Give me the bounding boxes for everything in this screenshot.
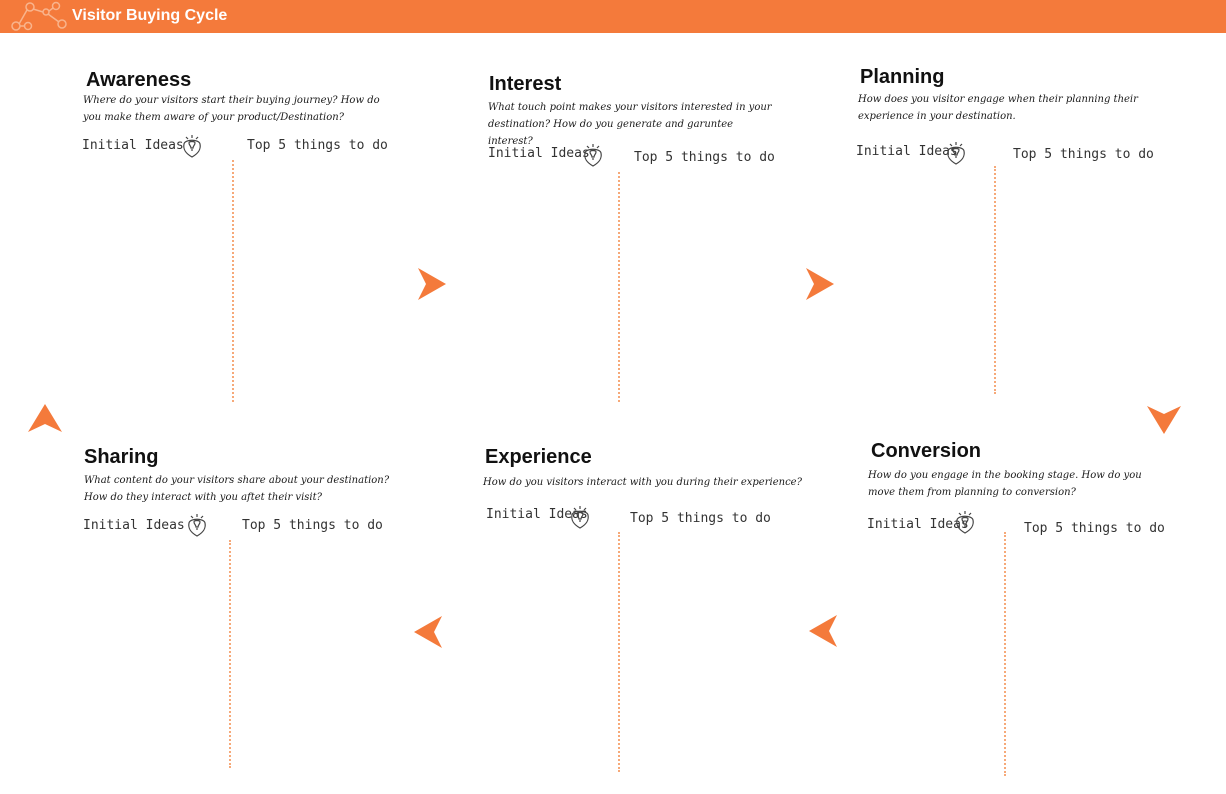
arrow-down-icon [1147,405,1181,435]
arrow-right-icon [805,268,835,300]
stage-question: How do you visitors interact with you during their experience? [483,477,802,488]
initial-ideas-label: Initial Ideas [83,518,185,533]
header-bar [0,0,1226,33]
lightbulb-icon [181,133,203,159]
stage-title: Interest [489,73,562,95]
column-divider [232,160,234,402]
arrow-left-icon [413,616,443,648]
column-divider [994,166,996,394]
column-divider [1004,532,1006,776]
column-divider [229,540,231,768]
stage-title: Experience [485,446,592,468]
column-divider [618,532,620,772]
top-five-label: Top 5 things to do [1013,147,1154,162]
top-five-label: Top 5 things to do [1024,521,1165,536]
initial-ideas-label: Initial Ideas [856,144,958,159]
initial-ideas-label: Initial Ideas [486,507,588,522]
stage-question: How do you engage in the booking stage. How do you move them from planning to conversion? [868,470,1142,498]
lightbulb-icon [582,142,604,168]
stage-question: What touch point makes your visitors interested in your destination? How do you generate and garuntee interest? [488,102,772,147]
lightbulb-icon [569,504,591,530]
arrow-up-icon [28,403,62,433]
arrow-right-icon [417,268,447,300]
initial-ideas-label: Initial Ideas [867,517,969,532]
top-five-label: Top 5 things to do [634,150,775,165]
arrow-left-icon [808,615,838,647]
column-divider [618,172,620,402]
lightbulb-icon [186,512,208,538]
stage-title: Conversion [871,440,982,462]
stage-title: Awareness [86,69,192,91]
network-nodes-icon [8,0,68,33]
top-five-label: Top 5 things to do [630,511,771,526]
top-five-label: Top 5 things to do [247,138,388,153]
stage-title: Planning [860,66,945,88]
page-title: Visitor Buying Cycle [72,7,228,24]
stage-question: What content do your visitors share about your destination? How do they interact with you aftet their visit? [84,475,390,503]
lightbulb-icon [945,140,967,166]
stage-question: Where do your visitors start their buying journey? How do you make them aware of your product/Destination? [83,95,380,123]
initial-ideas-label: Initial Ideas [82,138,184,153]
stage-question: How does you visitor engage when their planning their experience in your destination. [858,94,1138,122]
stage-title: Sharing [84,446,159,468]
initial-ideas-label: Initial Ideas [488,146,590,161]
top-five-label: Top 5 things to do [242,518,383,533]
lightbulb-icon [954,509,976,535]
